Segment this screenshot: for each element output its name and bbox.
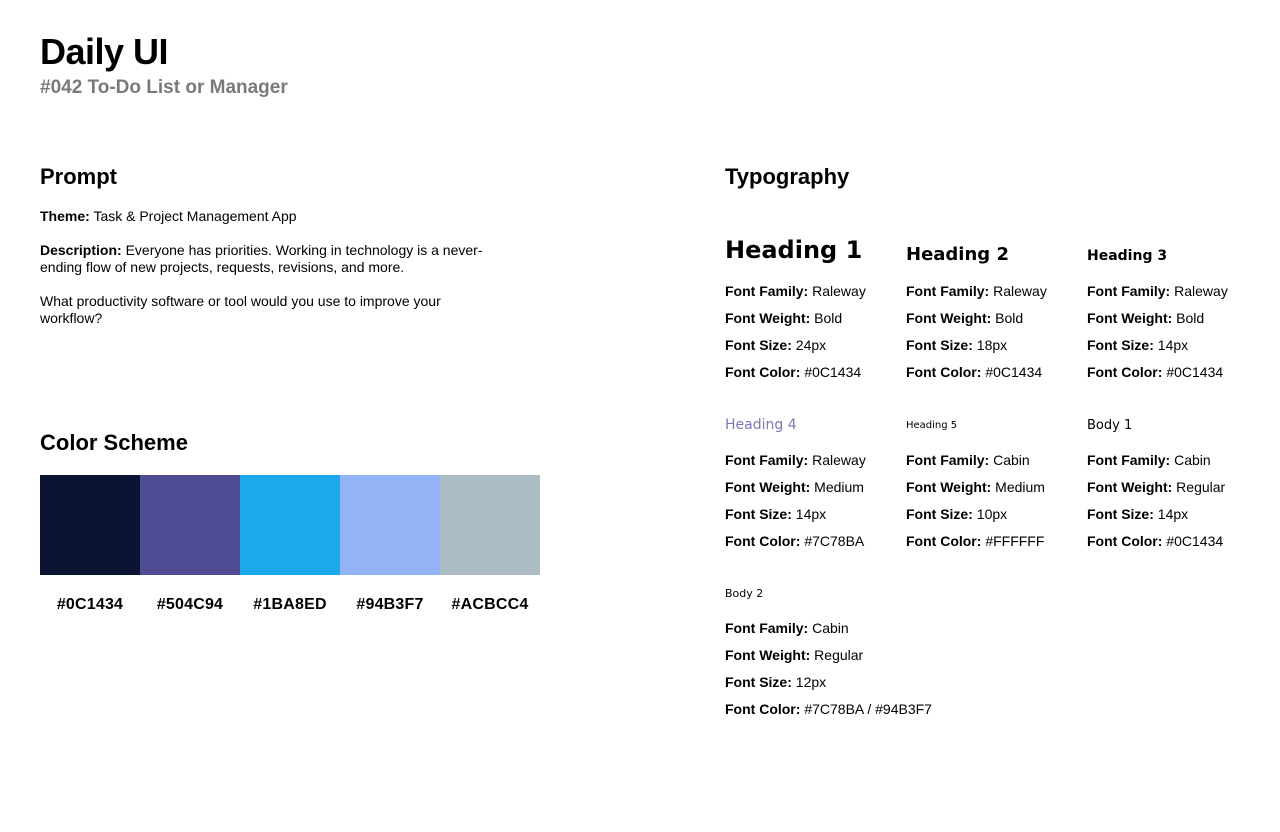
font-family-label: Font Family: bbox=[1087, 452, 1171, 468]
color-swatch bbox=[340, 475, 440, 575]
font-family-value: Raleway bbox=[812, 452, 866, 468]
prompt-title: Prompt bbox=[40, 164, 117, 189]
font-weight-row bbox=[906, 305, 1076, 332]
font-weight-value: Medium bbox=[995, 479, 1045, 495]
font-family-value: Cabin bbox=[993, 452, 1030, 468]
font-size-value: 14px bbox=[1157, 506, 1189, 522]
font-color-row bbox=[1087, 359, 1257, 386]
font-family-row bbox=[906, 278, 1076, 305]
description-value: Everyone has priorities. Working in technology is a never-ending flow of new projects, requests, revisions, and more. bbox=[40, 242, 483, 275]
font-weight-value: Bold bbox=[1176, 310, 1205, 326]
font-weight-label: Font Weight: bbox=[1087, 479, 1173, 495]
font-color-label: Font Color: bbox=[725, 533, 801, 549]
font-weight-label: Font Weight: bbox=[725, 310, 811, 326]
type-style-body-1 bbox=[1087, 410, 1257, 555]
font-size-value: 14px bbox=[1157, 337, 1189, 353]
font-family-label: Font Family: bbox=[725, 283, 809, 299]
swatch-item bbox=[240, 475, 340, 615]
swatch-item bbox=[140, 475, 240, 615]
font-size-row bbox=[906, 501, 1076, 528]
swatch-hex-label: #504C94 bbox=[156, 596, 224, 613]
font-size-value: 12px bbox=[795, 674, 827, 690]
prompt-theme bbox=[40, 208, 500, 225]
typography-title: Typography bbox=[725, 164, 850, 189]
font-family-value: Raleway bbox=[993, 283, 1047, 299]
font-color-row bbox=[725, 359, 895, 386]
type-style-body-2 bbox=[725, 578, 985, 723]
type-style-heading-4 bbox=[725, 410, 895, 555]
type-sample: Heading 1 bbox=[725, 236, 863, 264]
font-family-label: Font Family: bbox=[725, 452, 809, 468]
page-subtitle: #042 To-Do List or Manager bbox=[40, 77, 288, 98]
type-style-heading-1 bbox=[725, 235, 895, 386]
font-family-value: Raleway bbox=[1174, 283, 1228, 299]
font-size-label: Font Size: bbox=[906, 506, 973, 522]
font-weight-row bbox=[725, 642, 985, 669]
font-size-row bbox=[725, 332, 895, 359]
swatch-hex-label: #94B3F7 bbox=[356, 596, 424, 613]
font-size-label: Font Size: bbox=[1087, 506, 1154, 522]
font-family-row bbox=[1087, 447, 1257, 474]
font-family-value: Raleway bbox=[812, 283, 866, 299]
font-color-row bbox=[725, 696, 985, 723]
font-color-row bbox=[906, 528, 1076, 555]
font-weight-row bbox=[725, 305, 895, 332]
swatch-hex-label: #1BA8ED bbox=[253, 596, 327, 613]
font-color-value: #0C1434 bbox=[985, 364, 1043, 380]
type-sample: Body 1 bbox=[1087, 417, 1133, 433]
font-color-value: #0C1434 bbox=[804, 364, 862, 380]
type-sample: Heading 5 bbox=[906, 419, 958, 431]
font-color-label: Font Color: bbox=[906, 364, 982, 380]
font-weight-row bbox=[906, 474, 1076, 501]
color-swatch bbox=[440, 475, 540, 575]
font-weight-row bbox=[725, 474, 895, 501]
font-color-label: Font Color: bbox=[1087, 533, 1163, 549]
font-color-row bbox=[906, 359, 1076, 386]
type-style-heading-3 bbox=[1087, 241, 1257, 386]
font-family-row bbox=[1087, 278, 1257, 305]
font-color-value: #7C78BA bbox=[804, 533, 865, 549]
theme-label: Theme: bbox=[40, 208, 90, 224]
font-size-label: Font Size: bbox=[725, 337, 792, 353]
font-family-label: Font Family: bbox=[725, 620, 809, 636]
font-color-value: #7C78BA / #94B3F7 bbox=[804, 701, 932, 717]
color-swatch bbox=[40, 475, 140, 575]
font-color-label: Font Color: bbox=[906, 533, 982, 549]
description-label: Description: bbox=[40, 242, 122, 258]
font-family-label: Font Family: bbox=[1087, 283, 1171, 299]
font-color-value: #0C1434 bbox=[1166, 364, 1224, 380]
font-weight-value: Regular bbox=[814, 647, 864, 663]
font-size-row bbox=[906, 332, 1076, 359]
swatch-item bbox=[440, 475, 540, 615]
font-color-label: Font Color: bbox=[1087, 364, 1163, 380]
font-weight-value: Regular bbox=[1176, 479, 1226, 495]
font-size-label: Font Size: bbox=[725, 674, 792, 690]
font-color-value: #FFFFFF bbox=[985, 533, 1045, 549]
font-family-row bbox=[906, 447, 1076, 474]
font-weight-label: Font Weight: bbox=[906, 310, 992, 326]
font-size-value: 10px bbox=[976, 506, 1008, 522]
font-size-label: Font Size: bbox=[906, 337, 973, 353]
font-weight-row bbox=[1087, 474, 1257, 501]
type-sample: Heading 2 bbox=[906, 243, 1009, 265]
font-color-label: Font Color: bbox=[725, 364, 801, 380]
font-weight-row bbox=[1087, 305, 1257, 332]
swatch-hex-label: #0C1434 bbox=[56, 596, 124, 613]
font-family-value: Cabin bbox=[1174, 452, 1211, 468]
font-family-row bbox=[725, 615, 985, 642]
font-family-row bbox=[725, 447, 895, 474]
font-weight-value: Bold bbox=[814, 310, 843, 326]
type-sample: Body 2 bbox=[725, 586, 764, 600]
prompt-description bbox=[40, 242, 500, 276]
font-size-row bbox=[725, 501, 895, 528]
font-size-value: 14px bbox=[795, 506, 827, 522]
font-family-row bbox=[725, 278, 895, 305]
type-sample: Heading 4 bbox=[725, 417, 797, 433]
font-weight-label: Font Weight: bbox=[725, 479, 811, 495]
swatch-item bbox=[40, 475, 140, 615]
color-swatch bbox=[140, 475, 240, 575]
font-weight-label: Font Weight: bbox=[906, 479, 992, 495]
color-scheme-title: Color Scheme bbox=[40, 430, 188, 455]
font-size-row bbox=[1087, 501, 1257, 528]
font-color-row bbox=[1087, 528, 1257, 555]
font-family-label: Font Family: bbox=[906, 283, 990, 299]
page-title: Daily UI bbox=[40, 31, 169, 72]
font-weight-value: Medium bbox=[814, 479, 864, 495]
font-color-row bbox=[725, 528, 895, 555]
font-size-row bbox=[725, 669, 985, 696]
font-color-label: Font Color: bbox=[725, 701, 801, 717]
prompt-block bbox=[40, 208, 500, 344]
font-weight-value: Bold bbox=[995, 310, 1024, 326]
swatch-item bbox=[340, 475, 440, 615]
font-size-value: 24px bbox=[795, 337, 827, 353]
font-size-row bbox=[1087, 332, 1257, 359]
font-weight-label: Font Weight: bbox=[1087, 310, 1173, 326]
font-size-value: 18px bbox=[976, 337, 1008, 353]
font-family-label: Font Family: bbox=[906, 452, 990, 468]
font-size-label: Font Size: bbox=[725, 506, 792, 522]
type-style-heading-5 bbox=[906, 410, 1076, 555]
color-swatch bbox=[240, 475, 340, 575]
type-sample: Heading 3 bbox=[1087, 248, 1168, 264]
swatch-hex-label: #ACBCC4 bbox=[451, 596, 529, 613]
prompt-question: What productivity software or tool would you use to improve your workflow? bbox=[40, 293, 441, 326]
font-size-label: Font Size: bbox=[1087, 337, 1154, 353]
font-weight-label: Font Weight: bbox=[725, 647, 811, 663]
font-color-value: #0C1434 bbox=[1166, 533, 1224, 549]
theme-value: Task & Project Management App bbox=[93, 208, 297, 224]
type-style-heading-2 bbox=[906, 239, 1076, 386]
font-family-value: Cabin bbox=[812, 620, 849, 636]
swatch-row bbox=[40, 475, 540, 615]
